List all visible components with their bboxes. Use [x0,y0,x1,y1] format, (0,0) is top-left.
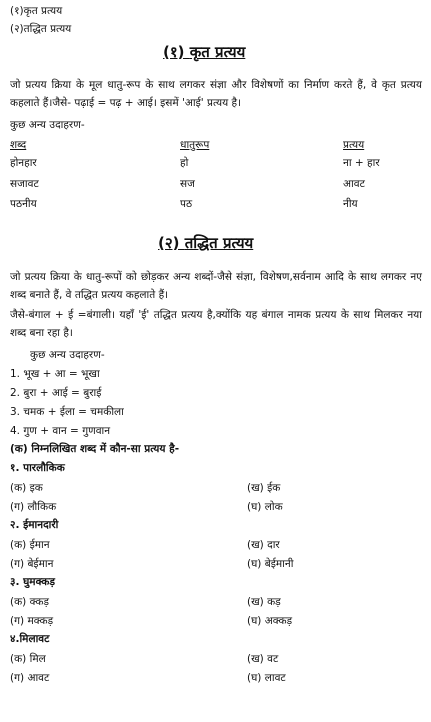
question-title: ३. घुमक्कड़ [10,576,55,588]
example-item: 2. बुरा + आई = बुराई [10,387,102,399]
section1-paragraph: जो प्रत्यय क्रिया के मूल धातु-रूप के साथ लगकर संज्ञा और विशेषणों का निर्माण करते हैं, वे कृत प्रत्यय कहलाते हैं।जैसे- पढ़ाई = पढ़ + आई। इसमें 'आई' प्रत्यय है। [10,79,422,109]
table-cell: सजावट [10,178,39,190]
option: (घ) अक्कड़ [247,615,293,627]
option: (घ) लावट [247,672,286,684]
question-title: ४.मिलावट [10,633,50,645]
table-cell: होनहार [10,157,37,169]
example-item: 3. चमक + ईला = चमकीला [10,406,124,418]
option: (ख) वट [247,653,279,665]
option: (घ) लोक [247,501,283,513]
table-cell: ना + हार [343,157,380,169]
option: (ख) ईक [247,482,281,494]
question-title: २. ईमानदारी [10,519,59,531]
exercise-title: (क) निम्नलिखित शब्द में कौन-सा प्रत्यय है- [10,443,180,455]
table-cell: हो [180,157,189,169]
table-header-root: धातुरूप [180,139,210,151]
table-cell: आवट [343,178,365,190]
option: (क) ईमान [10,539,50,551]
example-item: 4. गुण + वान = गुणवान [10,425,111,437]
table-cell: पठ [180,198,193,210]
option: (क) इक [10,482,43,494]
question-title: १. पारलौकिक [10,462,65,474]
option: (ख) कड़ [247,596,281,608]
section2-heading-text: तद्धित प्रत्यय [184,234,254,252]
option: (क) क्कड़ [10,596,49,608]
toc-item-2: (२)तद्धित प्रत्यय [10,23,72,35]
table-cell: पठनीय [10,198,37,210]
toc-item-1: (१)कृत प्रत्यय [10,5,63,17]
table-cell: सज [180,178,195,190]
option: (ग) मक्कड़ [10,615,54,627]
option: (ग) आवट [10,672,50,684]
option: (ग) बेईमान [10,558,54,570]
section2-paragraph-2: जैसे-बंगाल + ई =बंगाली। यहाँ 'ई' तद्धित प्रत्यय है,क्योंकि यह बंगाल नामक प्रत्यय के साथ मिलकर नया शब्द बना रहा है। [10,309,422,339]
section1-heading-number: (१) [163,43,185,61]
section2-examples-intro: कुछ अन्य उदाहरण- [30,349,105,361]
section1-examples-intro: कुछ अन्य उदाहरण- [10,119,85,131]
section1-heading [163,42,245,62]
section2-heading [158,233,253,253]
table-header-word: शब्द [10,139,27,151]
option: (ग) लौकिक [10,501,57,513]
section1-heading-text: कृत प्रत्यय [189,43,246,61]
section2-heading-number: (२) [158,234,180,252]
table-header-suffix: प्रत्यय [343,139,365,151]
example-item: 1. भूख + आ = भूखा [10,368,100,380]
option: (घ) बेईमानी [247,558,294,570]
table-cell: नीय [343,198,358,210]
option: (क) मिल [10,653,46,665]
section2-paragraph-1: जो प्रत्यय क्रिया के धातु-रूपों को छोड़कर अन्य शब्दों-जैसे संज्ञा, विशेषण,सर्वनाम आदि के साथ लगकर नए शब्द बनाते हैं, वे तद्धित प्रत्यय कहलाते हैं। [10,271,422,301]
option: (ख) दार [247,539,280,551]
